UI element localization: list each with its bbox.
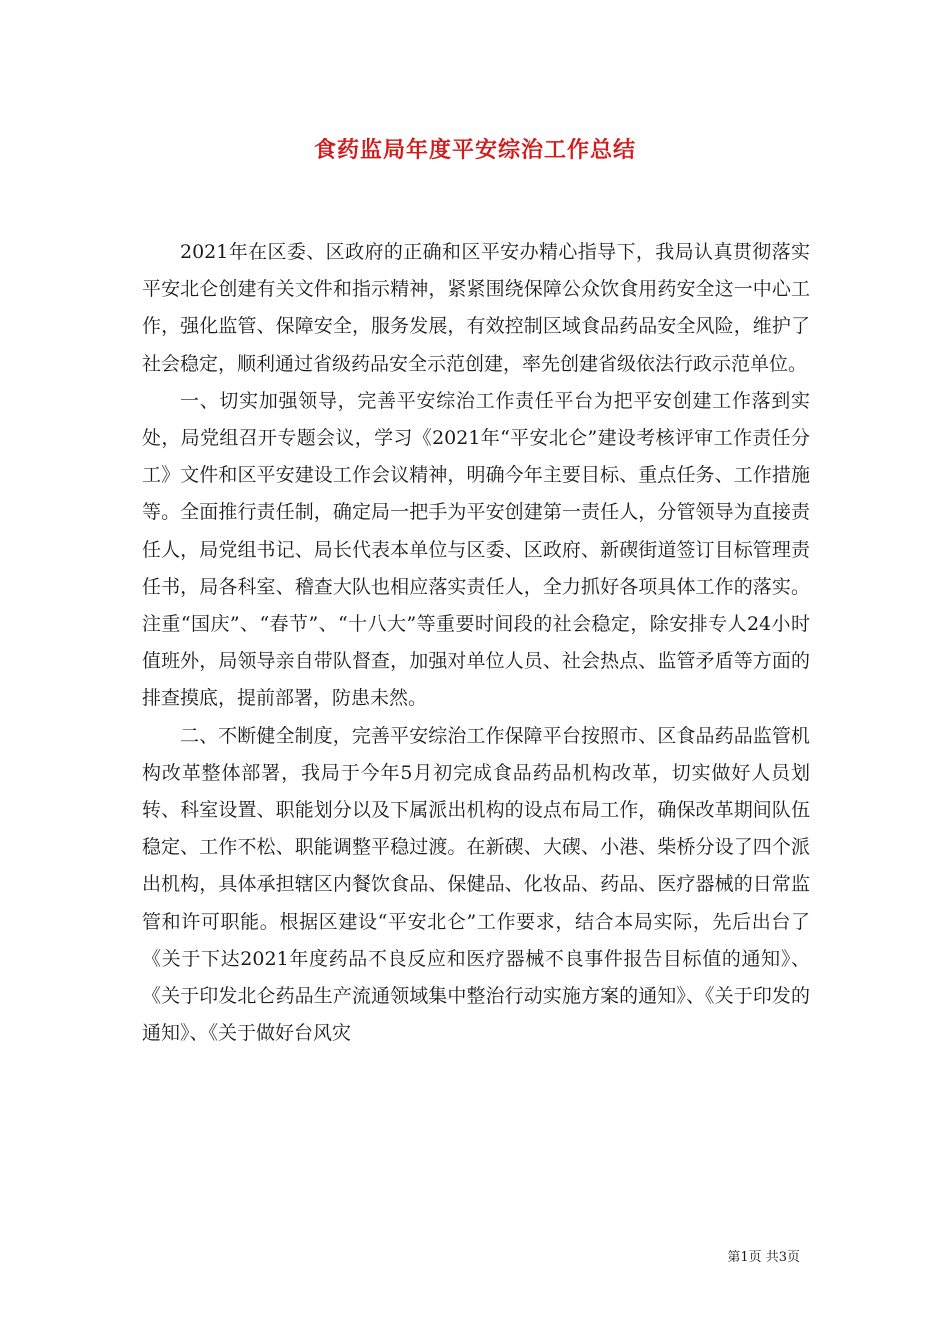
paragraph-intro: 2021年在区委、区政府的正确和区平安办精心指导下，我局认真贯彻落实平安北仑创建有关文件和指示精神，紧紧围绕保障公众饮食用药安全这一中心工作，强化监管、保障安全，服务发展，有效控制区域食品药品安全风险，维护了社会稳定，顺利通过省级药品安全示范创建，率先创建省级依法行政示范单位。 bbox=[142, 241, 810, 375]
paragraph-section-one: 一、切实加强领导，完善平安综治工作责任平台为把平安创建工作落到实处，局党组召开专题会议，学习《2021年“平安北仑”建设考核评审工作责任分工》文件和区平安建设工作会议精神，明确今年主要目标、重点任务、工作措施等。全面推行责任制，确定局一把手为平安创建第一责任人，分管领导为直接责任人，局党组书记、局长代表本单位与区委、区政府、新碶街道签订目标管理责任书，局各科室、稽查大队也相应落实责任人，全力抓好各项具体工作的落实。注重“国庆”、“春节”、“十八大”等重要时间段的社会稳定，除安排专人24小时值班外，局领导亲自带队督查，加强对单位人员、社会热点、监管矛盾等方面的排查摸底，提前部署，防患未然。 bbox=[142, 389, 810, 710]
page-title: 食药监局年度平安综治工作总结 bbox=[313, 137, 636, 163]
page-number: 第1页 共3页 bbox=[727, 1250, 800, 1265]
document-body bbox=[142, 234, 810, 1052]
paragraph-section-two: 二、不断健全制度，完善平安综治工作保障平台按照市、区食品药品监管机构改革整体部署，我局于今年5月初完成食品药品机构改革，切实做好人员划转、科室设置、职能划分以及下属派出机构的设点布局工作，确保改革期间队伍稳定、工作不松、职能调整平稳过渡。在新碶、大碶、小港、柴桥分设了四个派出机构，具体承担辖区内餐饮食品、保健品、化妆品、药品、医疗器械的日常监管和许可职能。根据区建设“平安北仑”工作要求，结合本局实际，先后出台了《关于下达2021年度药品不良反应和医疗器械不良事件报告目标值的通知》、《关于印发北仑药品生产流通领域集中整治行动实施方案的通知》、《关于印发的通知》、《关于做好台风灾 bbox=[142, 724, 810, 1045]
